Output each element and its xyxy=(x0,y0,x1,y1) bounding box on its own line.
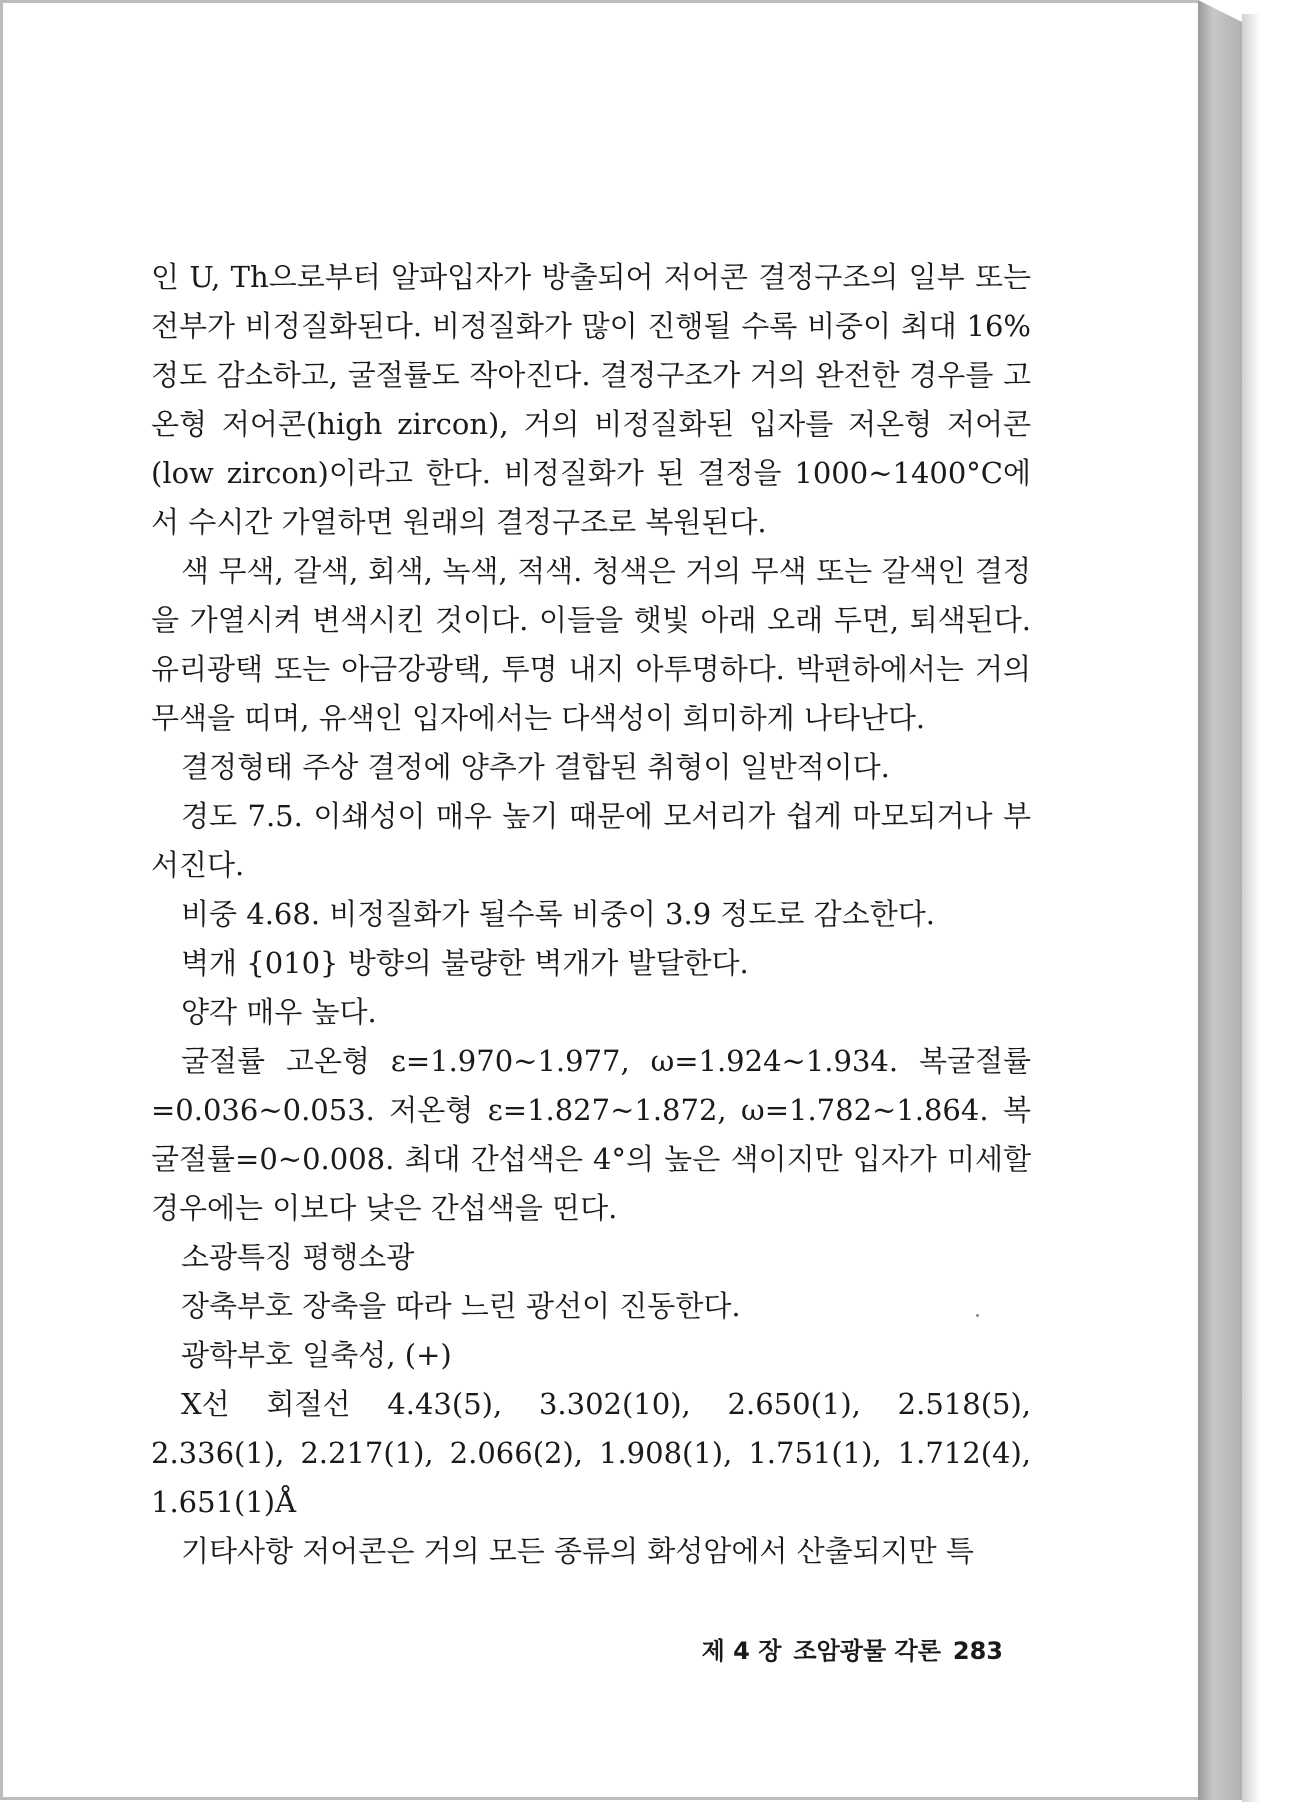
paragraph: 광학부호 일축성, (+) xyxy=(181,1338,452,1372)
chapter-label: 제 4 장 xyxy=(701,1637,782,1665)
paragraph: 기타사항 저어콘은 거의 모든 종류의 화성암에서 산출되지만 특 xyxy=(181,1534,974,1568)
scan-speck xyxy=(976,1314,979,1317)
paragraph: 경도 7.5. 이쇄성이 매우 높기 때문에 모서리가 쉽게 마모되거나 부서진다. xyxy=(151,799,1031,882)
paragraph: 비중 4.68. 비정질화가 될수록 비중이 3.9 정도로 감소한다. xyxy=(181,897,935,931)
chapter-title: 조암광물 각론 xyxy=(793,1637,941,1665)
paragraph: 결정형태 주상 결정에 양추가 결합된 취형이 일반적이다. xyxy=(181,750,890,784)
page-footer xyxy=(683,1631,1003,1666)
paragraph: 색 무색, 갈색, 회색, 녹색, 적색. 청색은 거의 무색 또는 갈색인 결정을 가열시켜 변색시킨 것이다. 이들을 햇빛 아래 오래 두면, 퇴색된다. 유리광택 또는 아금강광택, 투명 내지 아투명하다. 박편하에서는 거의 무색을 띠며, 유색인 입자에서는 다색성이 희미하게 나타난다. xyxy=(151,554,1031,735)
spine-shadow xyxy=(1242,14,1260,1802)
paragraph: 양각 매우 높다. xyxy=(181,995,377,1029)
paragraph: 벽개 {010} 방향의 불량한 벽개가 발달한다. xyxy=(181,946,749,980)
paragraph: 인 U, Th으로부터 알파입자가 방출되어 저어콘 결정구조의 일부 또는 전부가 비정질화된다. 비정질화가 많이 진행될 수록 비중이 최대 16% 정도 감소하고, 굴절률도 작아진다. 결정구조가 거의 완전한 경우를 고온형 저어콘(high zircon), 거의 비정질화된 입자를 저온형 저어콘(low zircon)이라고 한다. 비정질화가 된 결정을 1000~1400°C에서 수시간 가열하면 원래의 결정구조로 복원된다. xyxy=(151,260,1031,539)
paragraph: 소광특징 평행소광 xyxy=(181,1240,415,1274)
paragraph: X선 회절선 4.43(5), 3.302(10), 2.650(1), 2.518(5), 2.336(1), 2.217(1), 2.066(2), 1.908(1), 1.751(1), 1.712(4), 1.651(1)Å xyxy=(151,1387,1031,1519)
body-text xyxy=(151,253,1031,1576)
book-spine xyxy=(1198,0,1242,1800)
paragraph: 굴절률 고온형 ε=1.970~1.977, ω=1.924~1.934. 복굴절률=0.036~0.053. 저온형 ε=1.827~1.872, ω=1.782~1.864. 복굴절률=0~0.008. 최대 간섭색은 4°의 높은 색이지만 입자가 미세할 경우에는 이보다 낮은 간섭색을 띤다. xyxy=(151,1044,1031,1225)
paragraph: 장축부호 장축을 따라 느린 광선이 진동한다. xyxy=(181,1289,741,1323)
page-number: 283 xyxy=(952,1637,1003,1665)
